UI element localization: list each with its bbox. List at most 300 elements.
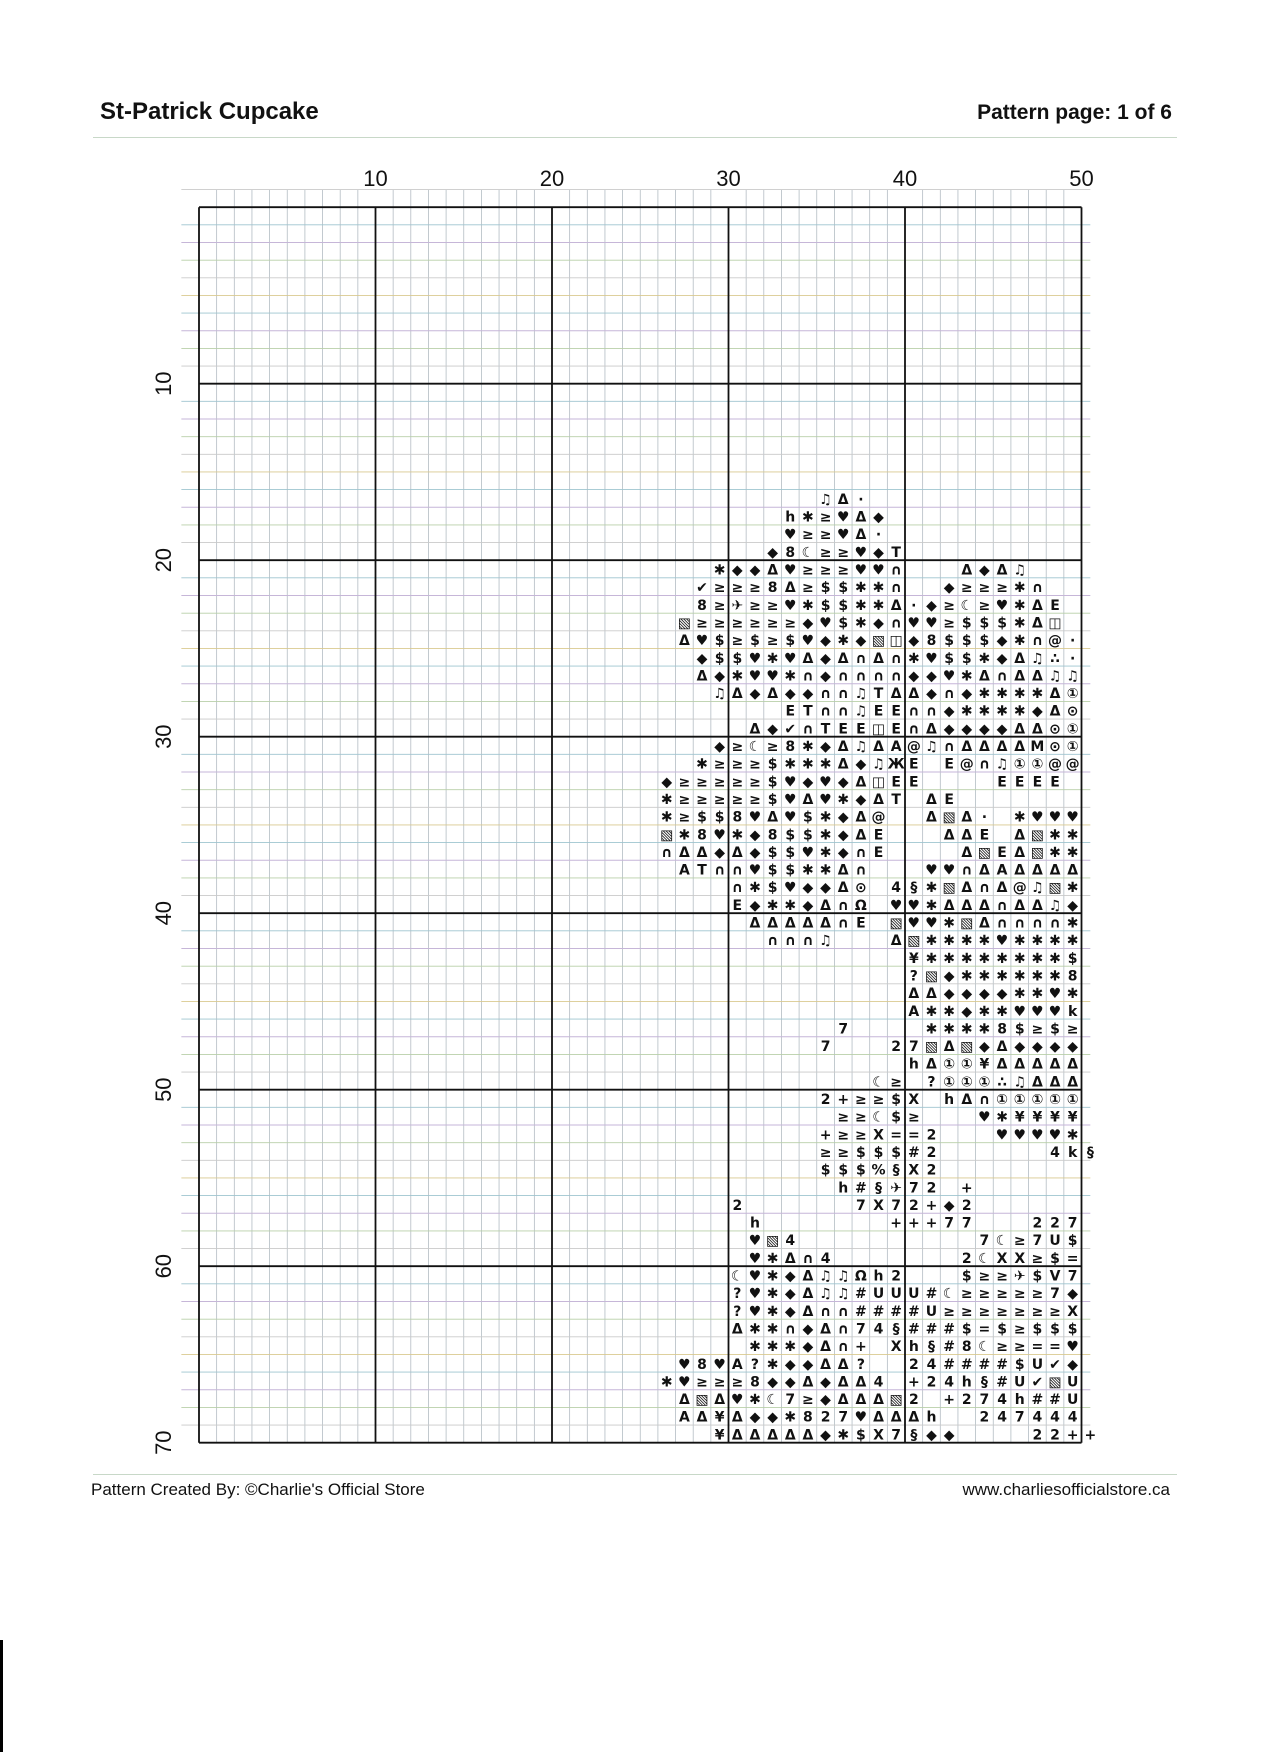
stitch-symbol: ♥: [1048, 1127, 1062, 1144]
stitch-symbol: ·: [858, 491, 864, 508]
stitch-symbol: 2: [961, 1250, 972, 1267]
stitch-symbol: 7: [944, 1215, 954, 1232]
stitch-symbol: ◆: [749, 827, 761, 844]
stitch-symbol: 2: [926, 1162, 937, 1179]
stitch-symbol: Δ: [943, 1039, 955, 1056]
stitch-symbol: $: [944, 650, 954, 667]
stitch-symbol: ☾: [766, 1392, 779, 1409]
stitch-symbol: ◆: [837, 844, 849, 861]
stitch-symbol: Δ: [714, 1392, 726, 1409]
stitch-symbol: @: [871, 809, 886, 826]
stitch-symbol: ✱: [1031, 686, 1044, 703]
stitch-symbol: ♥: [801, 633, 815, 650]
stitch-symbol: Δ: [837, 862, 849, 879]
stitch-symbol: ◆: [802, 686, 814, 703]
stitch-symbol: 8: [997, 1021, 1007, 1038]
stitch-symbol: ◆: [749, 562, 761, 579]
stitch-symbol: Δ: [837, 1392, 849, 1409]
y-tick-label: 30: [151, 724, 176, 749]
stitch-symbol: Δ: [696, 1409, 708, 1426]
stitch-symbol: ◆: [943, 986, 955, 1003]
stitch-symbol: X: [996, 1250, 1008, 1267]
stitch-symbol: ✱: [978, 950, 991, 967]
stitch-symbol: A: [996, 862, 1008, 879]
stitch-symbol: Δ: [890, 686, 902, 703]
stitch-symbol: ·: [1070, 633, 1076, 650]
stitch-symbol: ∩: [943, 686, 955, 703]
stitch-symbol: ◆: [820, 668, 831, 685]
stitch-symbol: ≥: [766, 633, 779, 650]
stitch-symbol: k: [1068, 1144, 1078, 1161]
stitch-symbol: ☾: [748, 739, 762, 756]
stitch-symbol: ♥: [783, 774, 797, 791]
stitch-symbol: ♫: [854, 686, 868, 703]
stitch-symbol: ✱: [1049, 968, 1061, 985]
stitch-symbol: 2: [926, 1127, 937, 1144]
stitch-symbol: ♥: [819, 615, 832, 632]
stitch-symbol: ✱: [802, 862, 814, 879]
stitch-symbol: 8: [697, 597, 707, 614]
stitch-symbol: 2: [732, 1197, 743, 1214]
stitch-symbol: ≥: [819, 544, 832, 561]
stitch-symbol: ♥: [766, 668, 779, 685]
stitch-symbol: 8: [750, 1374, 760, 1391]
stitch-symbol: ◆: [855, 633, 867, 650]
stitch-symbol: ∩: [731, 880, 744, 897]
stitch-symbol: ∩: [1049, 915, 1061, 932]
stitch-symbol: ≥: [960, 1286, 973, 1303]
stitch-symbol: ≥: [819, 509, 832, 526]
stitch-symbol: $: [1050, 1321, 1060, 1338]
stitch-symbol: ▧: [889, 915, 903, 932]
stitch-symbol: X: [908, 1092, 920, 1109]
stitch-symbol: Δ: [979, 915, 990, 932]
stitch-symbol: Δ: [961, 827, 973, 844]
stitch-symbol: ≥: [996, 1268, 1008, 1285]
stitch-symbol: U: [1066, 1392, 1079, 1409]
stitch-symbol: ◆: [908, 633, 920, 650]
stitch-symbol: +: [943, 1392, 955, 1409]
stitch-symbol: ✱: [996, 968, 1008, 985]
stitch-symbol: =: [1066, 1250, 1079, 1267]
stitch-symbol: 2: [961, 1392, 972, 1409]
stitch-symbol: ◫: [871, 774, 886, 791]
stitch-symbol: Δ: [802, 1427, 814, 1444]
stitch-symbol: ✱: [766, 650, 779, 667]
stitch-symbol: Δ: [837, 880, 849, 897]
stitch-symbol: Δ: [926, 809, 937, 826]
stitch-symbol: 4: [891, 880, 902, 897]
stitch-symbol: ◆: [802, 880, 814, 897]
stitch-symbol: ≥: [1031, 1286, 1044, 1303]
stitch-symbol: ∩: [837, 915, 849, 932]
stitch-symbol: ✱: [1066, 915, 1079, 932]
stitch-symbol: ✱: [978, 933, 991, 950]
stitch-symbol: Δ: [820, 897, 831, 914]
stitch-symbol: A: [890, 739, 902, 756]
stitch-symbol: ♥: [1066, 809, 1079, 826]
y-tick-label: 10: [151, 371, 176, 396]
stitch-symbol: ✱: [802, 756, 814, 773]
stitch-symbol: ◆: [979, 986, 990, 1003]
stitch-symbol: ✱: [749, 1392, 761, 1409]
stitch-symbol: ≥: [731, 633, 744, 650]
stitch-symbol: E: [1050, 774, 1060, 791]
stitch-symbol: ∩: [978, 880, 991, 897]
stitch-symbol: ≥: [996, 1339, 1008, 1356]
stitch-symbol: ≥: [802, 580, 814, 597]
stitch-symbol: ?: [909, 968, 918, 985]
stitch-symbol: X: [890, 1339, 902, 1356]
stitch-symbol: Δ: [1031, 1056, 1043, 1073]
stitch-symbol: ∩: [837, 668, 849, 685]
stitch-symbol: ✱: [978, 968, 991, 985]
stitch-symbol: Δ: [855, 827, 867, 844]
stitch-symbol: ∩: [819, 703, 832, 720]
stitch-symbol: ◆: [979, 1039, 990, 1056]
stitch-symbol: ♥: [748, 1250, 762, 1267]
stitch-symbol: Δ: [996, 1039, 1008, 1056]
stitch-symbol: $: [838, 597, 849, 614]
stitch-symbol: Δ: [908, 1409, 920, 1426]
stitch-symbol: Δ: [890, 933, 902, 950]
stitch-symbol: ✱: [1031, 968, 1044, 985]
stitch-symbol: ◆: [873, 615, 884, 632]
stitch-symbol: ✱: [872, 597, 885, 614]
stitch-symbol: Δ: [1014, 897, 1026, 914]
stitch-symbol: 2: [820, 1092, 831, 1109]
stitch-symbol: ✱: [978, 686, 991, 703]
stitch-symbol: 4: [873, 1374, 884, 1391]
stitch-symbol: +: [890, 1215, 903, 1232]
stitch-symbol: ✱: [766, 1250, 779, 1267]
stitch-symbol: ◆: [784, 1268, 796, 1285]
stitch-symbol: ≥: [978, 1286, 991, 1303]
stitch-symbol: $: [820, 580, 831, 597]
stitch-symbol: ♥: [748, 668, 762, 685]
stitch-symbol: Δ: [837, 491, 849, 508]
stitch-symbol: ✈: [1013, 1268, 1026, 1285]
stitch-symbol: ✱: [837, 633, 850, 650]
stitch-symbol: ≥: [837, 1109, 850, 1126]
stitch-symbol: ✱: [713, 562, 726, 579]
stitch-symbol: #: [925, 1286, 938, 1303]
stitch-symbol: ≥: [1031, 1021, 1044, 1038]
stitch-symbol: 7: [785, 1392, 796, 1409]
stitch-symbol: ∩: [996, 668, 1008, 685]
stitch-symbol: ♥: [1013, 1127, 1027, 1144]
stitch-symbol: ♫: [1031, 650, 1044, 667]
stitch-symbol: U: [908, 1286, 920, 1303]
stitch-symbol: ▧: [942, 809, 956, 826]
x-tick-label: 20: [539, 166, 565, 191]
stitch-symbol: ∩: [819, 686, 832, 703]
stitch-symbol: ▧: [766, 1233, 780, 1250]
stitch-symbol: ☾: [960, 597, 974, 614]
stitch-symbol: ◆: [802, 1321, 814, 1338]
stitch-symbol: ≥: [713, 580, 726, 597]
stitch-symbol: ♥: [748, 1268, 762, 1285]
stitch-symbol: ∩: [837, 1339, 849, 1356]
stitch-symbol: #: [943, 1356, 955, 1373]
stitch-symbol: Δ: [1014, 721, 1026, 738]
stitch-symbol: ♥: [748, 1303, 762, 1320]
stitch-symbol: Δ: [996, 880, 1008, 897]
stitch-symbol: Δ: [749, 1427, 761, 1444]
stitch-symbol: ∩: [713, 862, 726, 879]
stitch-symbol: ◫: [889, 633, 903, 650]
stitch-symbol: ◆: [943, 968, 955, 985]
stitch-symbol: ✱: [1066, 1127, 1079, 1144]
stitch-symbol: ①: [960, 1074, 973, 1091]
stitch-symbol: ≥: [731, 739, 744, 756]
stitch-symbol: ◆: [996, 986, 1008, 1003]
stitch-symbol: ∩: [890, 650, 902, 667]
stitch-symbol: X: [873, 1127, 884, 1144]
stitch-symbol: Δ: [1049, 703, 1061, 720]
stitch-symbol: Δ: [802, 1268, 814, 1285]
stitch-symbol: ◆: [943, 1427, 955, 1444]
x-tick-label: 50: [1069, 166, 1094, 191]
stitch-symbol: Δ: [749, 915, 761, 932]
stitch-symbol: ♥: [978, 1109, 991, 1126]
stitch-symbol: ¥: [1067, 1109, 1078, 1126]
stitch-symbol: ✱: [872, 580, 885, 597]
stitch-symbol: ∩: [996, 915, 1008, 932]
stitch-symbol: Ж: [887, 756, 905, 773]
stitch-symbol: ≥: [749, 580, 761, 597]
stitch-symbol: ♥: [872, 562, 885, 579]
stitch-symbol: $: [803, 809, 813, 826]
stitch-symbol: #: [907, 1321, 920, 1338]
stitch-symbol: ♥: [942, 668, 956, 685]
stitch-symbol: ∩: [802, 668, 814, 685]
stitch-symbol: #: [943, 1321, 955, 1338]
stitch-symbol: ≥: [678, 774, 691, 791]
stitch-symbol: ▧: [889, 1392, 903, 1409]
stitch-symbol: ∩: [855, 862, 867, 879]
stitch-symbol: ♥: [819, 774, 832, 791]
stitch-symbol: ♥: [1048, 809, 1062, 826]
stitch-symbol: ?: [733, 1303, 742, 1320]
stitch-symbol: ?: [856, 1356, 865, 1373]
stitch-symbol: @: [1048, 756, 1063, 773]
stitch-symbol: Δ: [1031, 597, 1043, 614]
stitch-symbol: ∩: [731, 862, 744, 879]
stitch-symbol: ∩: [855, 668, 867, 685]
stitch-symbol: Δ: [802, 791, 814, 808]
stitch-symbol: ≥: [996, 580, 1008, 597]
stitch-symbol: ≥: [978, 580, 991, 597]
stitch-symbol: +: [907, 1215, 920, 1232]
stitch-symbol: ◆: [943, 1197, 955, 1214]
stitch-symbol: ◆: [996, 633, 1008, 650]
stitch-symbol: h: [749, 1215, 760, 1232]
stitch-symbol: ◆: [837, 827, 849, 844]
stitch-symbol: ♥: [942, 862, 956, 879]
stitch-symbol: 8: [785, 544, 796, 561]
stitch-symbol: ♥: [731, 1392, 744, 1409]
stitch-symbol: X: [873, 1427, 884, 1444]
stitch-symbol: ♫: [819, 933, 832, 950]
stitch-symbol: Δ: [890, 597, 902, 614]
stitch-symbol: ✱: [749, 1339, 761, 1356]
stitch-symbol: E: [997, 774, 1007, 791]
stitch-symbol: ✱: [696, 756, 708, 773]
stitch-symbol: ♥: [678, 1374, 691, 1391]
stitch-symbol: h: [838, 1180, 849, 1197]
stitch-symbol: ¥: [979, 1056, 990, 1073]
stitch-symbol: Δ: [731, 844, 743, 861]
stitch-symbol: ◆: [784, 1356, 796, 1373]
stitch-symbol: #: [855, 1286, 867, 1303]
stitch-symbol: ✱: [978, 1003, 991, 1020]
stitch-symbol: ✱: [660, 1374, 673, 1391]
stitch-symbol: U: [1031, 1356, 1044, 1373]
stitch-symbol: ♥: [713, 827, 726, 844]
stitch-symbol: ✱: [784, 668, 797, 685]
stitch-symbol: 8: [1067, 968, 1078, 985]
stitch-symbol: $: [1067, 950, 1078, 967]
stitch-symbol: Δ: [961, 880, 973, 897]
stitch-symbol: 2: [1050, 1427, 1060, 1444]
stitch-symbol: E: [732, 897, 743, 914]
stitch-symbol: 7: [856, 1321, 866, 1338]
stitch-symbol: 7: [1067, 1268, 1078, 1285]
stitch-symbol: Δ: [1014, 739, 1026, 756]
stitch-symbol: ¥: [908, 950, 919, 967]
stitch-symbol: 2: [1032, 1427, 1043, 1444]
stitch-symbol: X: [873, 1197, 884, 1214]
stitch-symbol: E: [909, 756, 919, 773]
stitch-symbol: ✱: [1066, 844, 1079, 861]
stitch-symbol: ✱: [1013, 950, 1026, 967]
stitch-symbol: ▧: [960, 915, 974, 932]
stitch-symbol: ♫: [872, 756, 885, 773]
stitch-symbol: ◆: [820, 1374, 831, 1391]
stitch-symbol: ♫: [854, 739, 868, 756]
stitch-symbol: Δ: [1014, 827, 1026, 844]
stitch-symbol: #: [1049, 1392, 1061, 1409]
stitch-symbol: ✈: [731, 597, 744, 614]
stitch-symbol: ✱: [784, 897, 797, 914]
stitch-symbol: Δ: [996, 739, 1008, 756]
page-indicator: Pattern page: 1 of 6: [977, 101, 1172, 124]
stitch-symbol: ◆: [802, 1339, 814, 1356]
stitch-symbol: $: [767, 844, 778, 861]
stitch-symbol: ✱: [819, 756, 832, 773]
stitch-symbol: ✱: [960, 933, 973, 950]
stitch-symbol: ①: [960, 1056, 973, 1073]
stitch-symbol: §: [927, 1339, 935, 1356]
stitch-symbol: ◆: [837, 774, 849, 791]
stitch-symbol: 4: [997, 1409, 1007, 1426]
stitch-symbol: #: [907, 1303, 920, 1320]
stitch-symbol: ♥: [801, 844, 815, 861]
stitch-symbol: $: [997, 615, 1007, 632]
stitch-symbol: A: [678, 862, 690, 879]
x-tick-label: 40: [892, 166, 918, 191]
stitch-symbol: 7: [979, 1392, 990, 1409]
stitch-symbol: Δ: [837, 756, 849, 773]
stitch-symbol: E: [944, 791, 954, 808]
stitch-symbol: ∩: [1031, 633, 1044, 650]
stitch-symbol: ≥: [855, 1109, 867, 1126]
stitch-symbol: ✱: [731, 827, 744, 844]
stitch-symbol: ♥: [748, 809, 762, 826]
stitch-symbol: ▧: [1030, 844, 1044, 861]
stitch-symbol: ✱: [749, 1321, 761, 1338]
stitch-symbol: Δ: [678, 844, 690, 861]
stitch-symbol: ≥: [819, 562, 832, 579]
stitch-symbol: ≥: [766, 597, 779, 614]
stitch-symbol: ◫: [1048, 615, 1062, 632]
stitch-symbol: ①: [1066, 1092, 1079, 1109]
stitch-symbol: ✱: [802, 597, 814, 614]
stitch-symbol: 7: [856, 1197, 866, 1214]
stitch-symbol: ∩: [1031, 580, 1044, 597]
stitch-symbol: E: [909, 774, 919, 791]
stitch-symbol: ♫: [1031, 880, 1044, 897]
stitch-symbol: h: [873, 1268, 884, 1285]
stitch-symbol: ▧: [1048, 1374, 1062, 1391]
stitch-symbol: ♥: [907, 915, 921, 932]
footer-website: www.charliesofficialstore.ca: [962, 1480, 1170, 1499]
stitch-symbol: ✱: [802, 509, 814, 526]
stitch-symbol: ✱: [960, 968, 973, 985]
stitch-symbol: ✱: [925, 897, 938, 914]
stitch-symbol: ♥: [925, 650, 938, 667]
stitch-symbol: A: [731, 1356, 743, 1373]
stitch-symbol: ◆: [820, 880, 831, 897]
stitch-symbol: §: [892, 1162, 900, 1179]
stitch-symbol: ◆: [926, 686, 937, 703]
stitch-symbol: ≥: [713, 597, 726, 614]
stitch-symbol: ▧: [1030, 827, 1044, 844]
stitch-symbol: 4: [1050, 1409, 1060, 1426]
stitch-symbol: #: [855, 1303, 867, 1320]
stitch-symbol: 7: [838, 1409, 849, 1426]
stitch-symbol: $: [785, 862, 796, 879]
stitch-symbol: Δ: [820, 1339, 831, 1356]
stitch-symbol: ◆: [961, 986, 973, 1003]
stitch-symbol: ①: [1013, 1092, 1026, 1109]
stitch-symbol: ✱: [660, 809, 673, 826]
stitch-symbol: Δ: [837, 1374, 849, 1391]
stitch-symbol: ◆: [749, 1409, 761, 1426]
stitch-symbol: ✔: [1031, 1374, 1044, 1391]
stitch-symbol: ∩: [978, 756, 991, 773]
stitch-symbol: #: [907, 1144, 920, 1161]
stitch-symbol: ≥: [749, 791, 761, 808]
stitch-symbol: Δ: [1067, 1074, 1079, 1091]
stitch-symbol: ✱: [978, 650, 991, 667]
stitch-symbol: ≥: [802, 527, 814, 544]
stitch-symbol: $: [961, 615, 972, 632]
stitch-symbol: $: [1067, 1321, 1078, 1338]
stitch-symbol: #: [978, 1356, 991, 1373]
stitch-symbol: ♥: [1048, 1003, 1062, 1020]
stitch-symbol: $: [750, 633, 760, 650]
stitch-symbol: 2: [820, 1409, 831, 1426]
stitch-symbol: ∩: [837, 1321, 849, 1338]
stitch-symbol: $: [961, 1268, 972, 1285]
stitch-symbol: ∩: [996, 897, 1008, 914]
stitch-symbol: ∩: [766, 933, 779, 950]
stitch-symbol: ▧: [695, 1392, 709, 1409]
stitch-symbol: ∩: [837, 897, 849, 914]
stitch-symbol: ◆: [784, 1374, 796, 1391]
